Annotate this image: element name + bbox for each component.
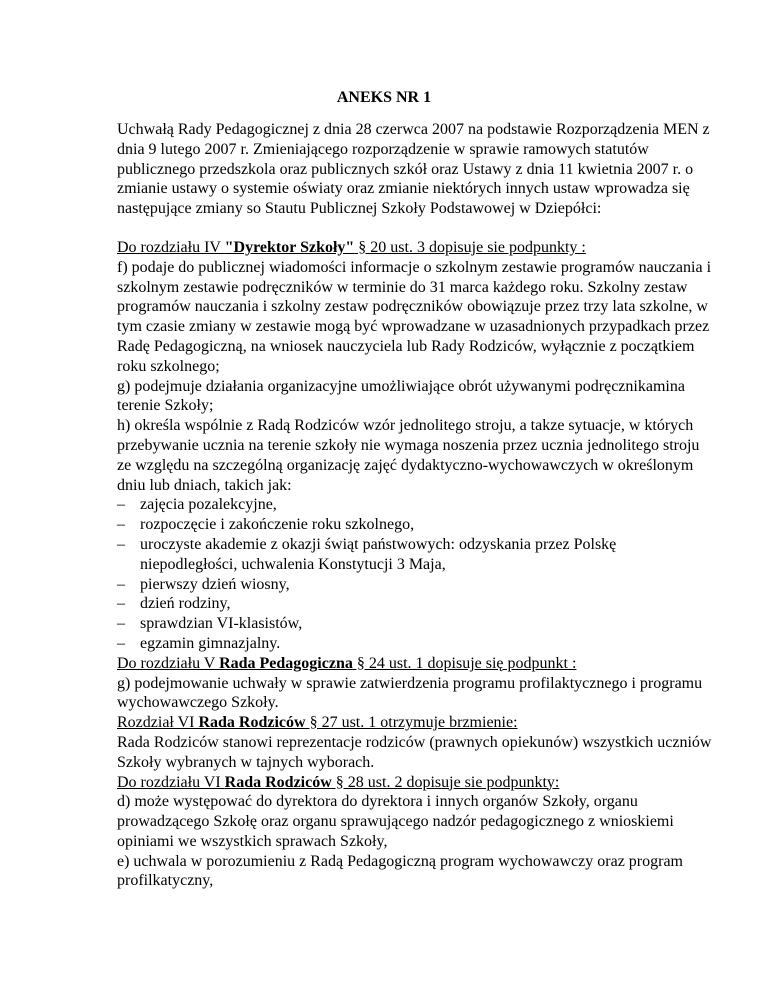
dash-bullet: – [117, 535, 125, 553]
dash-bullet: – [117, 595, 125, 613]
paragraph-rada-rodzicow-27: Rada Rodziców stanowi reprezentacje rodziców (prawnych opiekunów) wszystkich uczniów Szkoły wybranych w tajnych wyborach. [117, 733, 712, 771]
dash-bullet: – [117, 615, 125, 633]
section-heading-rada-rodzicow-28 [117, 773, 717, 793]
list-item: – egzamin gimnazjalny. [117, 634, 281, 652]
intro-paragraph: Uchwałą Rady Pedagogicznej z dnia 28 czerwca 2007 na podstawie Rozporządzenia MEN z dnia 9 lutego 2007 r. Zmieniającego rozporządzenie w sprawie ramowych statutów publicznego przedszkola oraz publicznych szkół oraz Ustawy z dnia 11 kwietnia 2007 r. o zmianie ustawy o systemie oświaty oraz zmianie niektórych innych ustaw wprowadza się następujące zmiany so Stautu Publicznej Szkoły Podstawowej w Dziepółci: [117, 121, 710, 218]
list-item: – sprawdzian VI-klasistów, [117, 615, 303, 633]
section-heading-rada-rodzicow-28-bold: Rada Rodziców [224, 773, 332, 791]
point-h: h) określa wspólnie z Radą Rodziców wzór jednolitego stroju, a takze sytuacje, w których przebywanie ucznia na terenie szkoły nie wymaga noszenia przez ucznia jednolitego stroju ze względu na szczególną organizację zajęć dydaktyczno-wychowawczych w określonym dniu lub dniach, takich jak: [117, 417, 700, 494]
point-g: g) podejmuje działania organizacyjne umożliwiające obrót używanymi podręcznikamina terenie Szkoły; [117, 377, 685, 415]
document-title: ANEKS NR 1 [336, 89, 432, 106]
section-heading-dyrektor-bold: "Dyrektor Szkoły" [224, 238, 355, 256]
section-heading-rada-rodzicow-27-bold: Rada Rodziców [198, 714, 306, 732]
section-heading-dyrektor [117, 238, 717, 258]
point-f: f) podaje do publicznej wiadomości informacje o szkolnym zestawie programów nauczania i szkolnym zestawie podręczników w terminie do 31 marca każdego roku. Szkolny zestaw programów nauczania i szkolny zestaw podręczników obowiązuje przez trzy lata szkolne, w tym czasie zmiany w zestawie mogą być wprowadzane w uzasadnionych przypadkach przez Radę Pedagogiczną, na wniosek nauczyciela lub Rady Rodziców, wyłącznie z początkiem roku szkolnego; [117, 258, 712, 375]
section-heading-dyrektor-text: Do rozdziału IV "Dyrektor Szkoły" § 20 ust. 3 dopisuje sie podpunkty : [117, 238, 586, 256]
dash-bullet: – [117, 575, 125, 593]
section-heading-rada-pedagogiczna-text: Do rozdziału V Rada Pedagogiczna § 24 ust. 1 dopisuje się podpunkt : [117, 654, 577, 672]
dash-bullet: – [117, 516, 125, 534]
list-item: – uroczyste akademie z okazji świąt państwowych: odzyskania przez Polskę niepodległości, uchwalenia Konstytucji 3 Maja, [117, 535, 617, 573]
point-rada-rodzicow-e: e) uchwala w porozumieniu z Radą Pedagogiczną program wychowawczy oraz program profilkatyczny, [117, 852, 683, 890]
document-body [117, 120, 717, 891]
point-rada-rodzicow-d: d) może występować do dyrektora do dyrektora i innych organów Szkoły, organu prowadzącego Szkołę oraz organu sprawującego nadzór pedagogicznego z wnioskiemi opiniami we wszystkich sprawach Szkoły, [117, 793, 674, 850]
list-item: – dzień rodziny, [117, 595, 231, 613]
dash-bullet: – [117, 496, 125, 514]
section-heading-rada-rodzicow-28-text: Do rozdziału VI Rada Rodziców § 28 ust. 2 dopisuje sie podpunkty: [117, 773, 560, 791]
list-item: – pierwszy dzień wiosny, [117, 575, 290, 593]
section-heading-rada-rodzicow-27-text: Rozdział VI Rada Rodziców § 27 ust. 1 otrzymuje brzmienie: [117, 714, 518, 732]
list-item: – rozpoczęcie i zakończenie roku szkolnego, [117, 516, 415, 534]
section-heading-rada-rodzicow-27 [117, 713, 717, 733]
point-rada-pedagogiczna-g: g) podejmowanie uchwały w sprawie zatwierdzenia programu profilaktycznego i programu wychowawczego Szkoły. [117, 674, 703, 712]
dash-bullet: – [117, 634, 125, 652]
section-heading-rada-pedagogiczna-bold: Rada Pedagogiczna [219, 654, 353, 672]
section-heading-rada-pedagogiczna [117, 654, 717, 674]
occasion-list [117, 495, 717, 653]
list-item: – zajęcia pozalekcyjne, [117, 496, 277, 514]
